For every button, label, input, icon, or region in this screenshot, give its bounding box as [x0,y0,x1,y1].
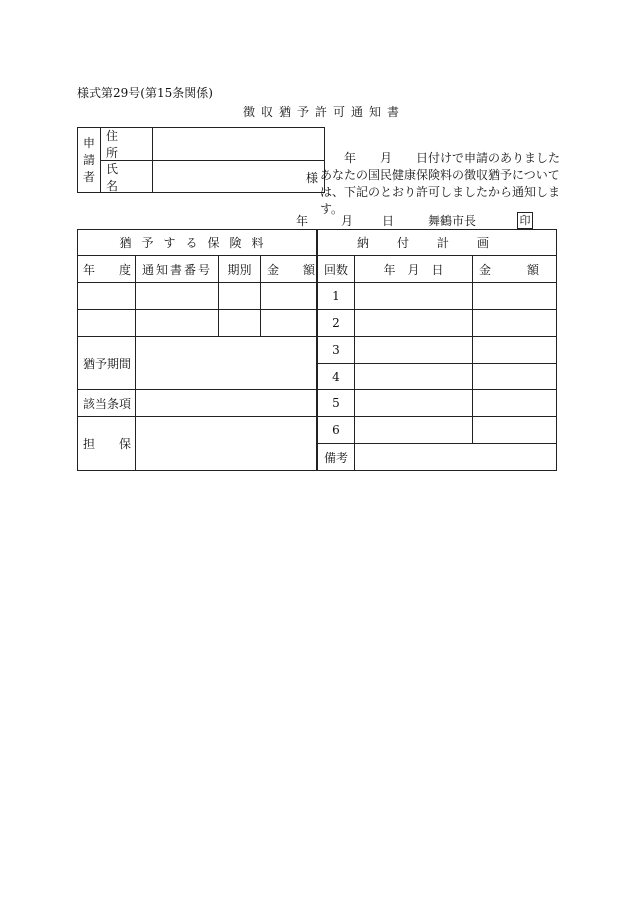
col-header-date: 年 月 日 [355,256,473,283]
payment-date-1[interactable] [355,283,473,310]
notice-number-cell-2[interactable] [136,310,219,337]
col-header-amount: 金 額 [261,256,317,283]
remarks-field[interactable] [355,444,557,471]
col-header-year: 年 度 [77,256,136,283]
col-header-notice-number: 通知書番号 [136,256,219,283]
year-cell-1[interactable] [77,283,136,310]
period-cell-1[interactable] [219,283,261,310]
issue-date-line [296,212,536,230]
payment-amount-5[interactable] [473,390,557,417]
col-header-period: 期別 [219,256,261,283]
payment-date-5[interactable] [355,390,473,417]
remarks-label: 備考 [317,444,355,471]
payment-date-6[interactable] [355,417,473,444]
payment-number-4: 4 [317,364,355,390]
payment-date-3[interactable] [355,337,473,364]
applicant-group-label [78,128,101,192]
payment-amount-3[interactable] [473,337,557,364]
grace-period-field[interactable] [136,337,317,390]
period-cell-2[interactable] [219,310,261,337]
payment-amount-1[interactable] [473,283,557,310]
seal-mark: 印 [517,212,533,229]
payment-number-6: 6 [317,417,355,444]
deferral-table [77,229,557,471]
form-number: 様式第29号(第15条関係) [77,86,213,100]
applicant-char-1: 申 [82,135,95,150]
payment-number-3: 3 [317,337,355,364]
payment-amount-2[interactable] [473,310,557,337]
payment-amount-4[interactable] [473,364,557,390]
security-label: 担 保 [77,417,136,471]
security-field[interactable] [136,417,317,471]
notice-text: 年 月 日付けで申請のありましたあなたの国民健康保険料の徴収猶予については、下記のとおり許可しましたから通知します。 [320,151,561,216]
applicant-box [77,127,325,193]
article-label: 該当条項 [77,390,136,417]
name-row [100,161,324,193]
mayor-label: 舞鶴市長 [428,214,477,228]
payment-date-2[interactable] [355,310,473,337]
col-header-count: 回数 [317,256,355,283]
payment-number-5: 5 [317,390,355,417]
issue-year-label: 年 [296,214,309,228]
payment-number-2: 2 [317,310,355,337]
notice-number-cell-1[interactable] [136,283,219,310]
issue-day-label: 日 [382,214,395,228]
name-label: 氏 名 [100,161,153,193]
col-header-payment-amount: 金 額 [473,256,557,283]
payment-amount-6[interactable] [473,417,557,444]
document-title: 徴収猶予許可通知書 [242,105,405,119]
address-label: 住 所 [100,128,153,160]
payment-number-1: 1 [317,283,355,310]
left-section-header: 猶予する保険料 [77,229,317,256]
amount-cell-2[interactable] [261,310,317,337]
right-section-header: 納付計画 [317,229,557,256]
payment-date-4[interactable] [355,364,473,390]
address-field[interactable] [154,128,324,160]
name-field[interactable] [154,161,324,193]
address-row [100,128,324,161]
applicant-char-3: 者 [82,169,95,184]
applicant-char-2: 請 [82,152,95,167]
year-cell-2[interactable] [77,310,136,337]
grace-period-label: 猶予期間 [77,337,136,390]
amount-cell-1[interactable] [261,283,317,310]
issue-month-label: 月 [341,214,354,228]
article-field[interactable] [136,390,317,417]
honorific-label: 様 [305,171,318,185]
